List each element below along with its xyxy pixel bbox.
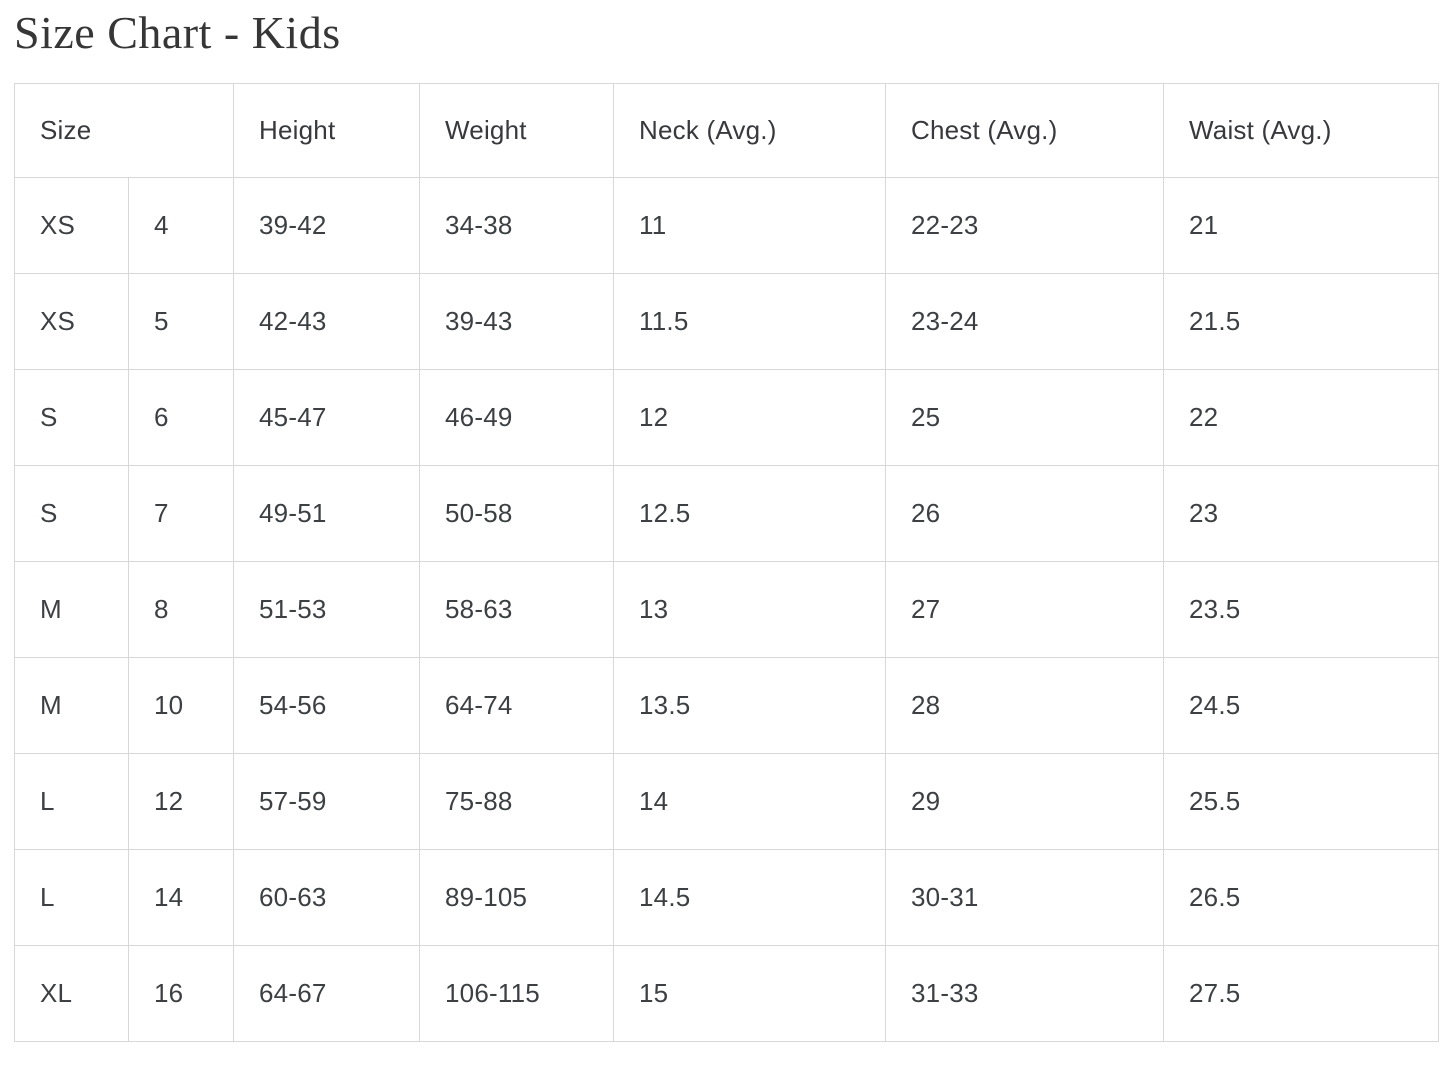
height-cell: 42-43 xyxy=(234,274,420,370)
weight-cell: 106-115 xyxy=(420,946,614,1042)
weight-cell: 50-58 xyxy=(420,466,614,562)
size-number-cell: 5 xyxy=(129,274,234,370)
weight-cell: 64-74 xyxy=(420,658,614,754)
chest-cell: 30-31 xyxy=(886,850,1164,946)
header-chest: Chest (Avg.) xyxy=(886,84,1164,178)
size-number-cell: 16 xyxy=(129,946,234,1042)
header-weight: Weight xyxy=(420,84,614,178)
neck-cell: 13 xyxy=(614,562,886,658)
table-row xyxy=(15,466,1439,562)
header-row xyxy=(15,84,1439,178)
table-row xyxy=(15,946,1439,1042)
size-letter-cell: XS xyxy=(15,178,129,274)
chest-cell: 23-24 xyxy=(886,274,1164,370)
size-letter-cell: S xyxy=(15,370,129,466)
size-number-cell: 7 xyxy=(129,466,234,562)
waist-cell: 21 xyxy=(1164,178,1439,274)
weight-cell: 89-105 xyxy=(420,850,614,946)
waist-cell: 23.5 xyxy=(1164,562,1439,658)
page-title: Size Chart - Kids xyxy=(14,7,341,58)
table-row xyxy=(15,370,1439,466)
neck-cell: 13.5 xyxy=(614,658,886,754)
weight-cell: 46-49 xyxy=(420,370,614,466)
chest-cell: 31-33 xyxy=(886,946,1164,1042)
waist-cell: 27.5 xyxy=(1164,946,1439,1042)
header-height: Height xyxy=(234,84,420,178)
height-cell: 45-47 xyxy=(234,370,420,466)
header-waist: Waist (Avg.) xyxy=(1164,84,1439,178)
waist-cell: 24.5 xyxy=(1164,658,1439,754)
size-number-cell: 12 xyxy=(129,754,234,850)
weight-cell: 58-63 xyxy=(420,562,614,658)
chest-cell: 26 xyxy=(886,466,1164,562)
table-row xyxy=(15,562,1439,658)
neck-cell: 12.5 xyxy=(614,466,886,562)
size-chart-table xyxy=(14,83,1439,1042)
chest-cell: 29 xyxy=(886,754,1164,850)
neck-cell: 15 xyxy=(614,946,886,1042)
size-number-cell: 14 xyxy=(129,850,234,946)
waist-cell: 23 xyxy=(1164,466,1439,562)
table-row xyxy=(15,850,1439,946)
size-letter-cell: L xyxy=(15,754,129,850)
height-cell: 60-63 xyxy=(234,850,420,946)
neck-cell: 11 xyxy=(614,178,886,274)
waist-cell: 22 xyxy=(1164,370,1439,466)
neck-cell: 11.5 xyxy=(614,274,886,370)
table-row xyxy=(15,178,1439,274)
weight-cell: 34-38 xyxy=(420,178,614,274)
size-number-cell: 4 xyxy=(129,178,234,274)
height-cell: 51-53 xyxy=(234,562,420,658)
neck-cell: 14 xyxy=(614,754,886,850)
chest-cell: 22-23 xyxy=(886,178,1164,274)
chest-cell: 25 xyxy=(886,370,1164,466)
table-header xyxy=(15,84,1439,178)
height-cell: 49-51 xyxy=(234,466,420,562)
waist-cell: 26.5 xyxy=(1164,850,1439,946)
chest-cell: 28 xyxy=(886,658,1164,754)
table-row xyxy=(15,658,1439,754)
height-cell: 54-56 xyxy=(234,658,420,754)
height-cell: 57-59 xyxy=(234,754,420,850)
size-letter-cell: L xyxy=(15,850,129,946)
size-letter-cell: M xyxy=(15,658,129,754)
weight-cell: 39-43 xyxy=(420,274,614,370)
size-letter-cell: XS xyxy=(15,274,129,370)
header-size: Size xyxy=(15,84,234,178)
waist-cell: 21.5 xyxy=(1164,274,1439,370)
height-cell: 39-42 xyxy=(234,178,420,274)
size-number-cell: 10 xyxy=(129,658,234,754)
size-letter-cell: M xyxy=(15,562,129,658)
neck-cell: 12 xyxy=(614,370,886,466)
neck-cell: 14.5 xyxy=(614,850,886,946)
chest-cell: 27 xyxy=(886,562,1164,658)
height-cell: 64-67 xyxy=(234,946,420,1042)
weight-cell: 75-88 xyxy=(420,754,614,850)
size-letter-cell: XL xyxy=(15,946,129,1042)
table-row xyxy=(15,274,1439,370)
table-row xyxy=(15,754,1439,850)
size-letter-cell: S xyxy=(15,466,129,562)
table-body xyxy=(15,178,1439,1042)
size-number-cell: 8 xyxy=(129,562,234,658)
waist-cell: 25.5 xyxy=(1164,754,1439,850)
size-number-cell: 6 xyxy=(129,370,234,466)
header-neck: Neck (Avg.) xyxy=(614,84,886,178)
